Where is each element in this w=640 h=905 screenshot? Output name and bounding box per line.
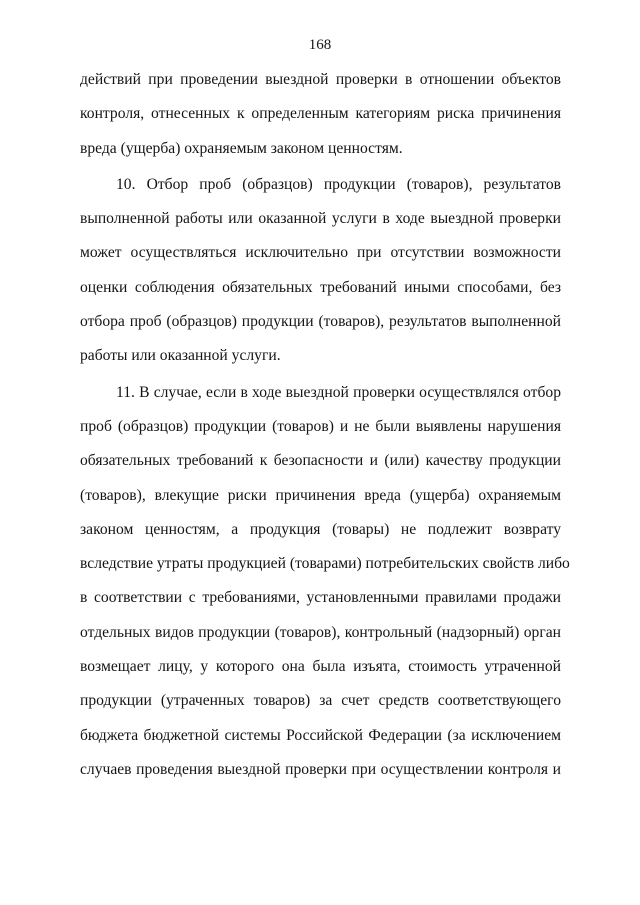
text-line: возмещает лицу, у которого она была изъята, стоимость утраченной (80, 658, 561, 676)
text-line: отдельных видов продукции (товаров), контрольный (надзорный) орган (80, 623, 561, 641)
text-line: вреда (ущерба) охраняемым законом ценностям. (80, 139, 403, 157)
text-line: 10. Отбор проб (образцов) продукции (товаров), результатов (116, 175, 561, 193)
text-line: работы или оказанной услуги. (80, 347, 281, 365)
text-line: законом ценностям, а продукция (товары) не подлежит возврату (80, 520, 561, 538)
text-line: бюджета бюджетной системы Российской Федерации (за исключением (80, 726, 561, 744)
text-line: проб (образцов) продукции (товаров) и не были выявлены нарушения (80, 417, 561, 435)
paragraph-item-11 (80, 376, 570, 788)
text-line: в соответствии с требованиями, установленными правилами продажи (80, 589, 561, 607)
page-number: 168 (308, 37, 332, 53)
text-line: 11. В случае, если в ходе выездной проверки осуществлялся отбор (116, 383, 561, 401)
text-line: действий при проведении выездной проверки в отношении объектов (80, 71, 561, 88)
text-line: обязательных требований к безопасности и (или) качеству продукции (80, 452, 561, 470)
text-line: выполненной работы или оказанной услуги в ходе выездной проверки (80, 210, 561, 228)
text-line: случаев проведения выездной проверки при осуществлении контроля и (80, 760, 561, 778)
text-line: продукции (утраченных товаров) за счет средств соответствующего (80, 692, 561, 710)
paragraph-continuation (80, 63, 561, 166)
text-line: вследствие утраты продукцией (товарами) потребительских свойств либо (80, 555, 570, 573)
text-line: контроля, отнесенных к определенным категориям риска причинения (80, 105, 561, 123)
body-text (80, 63, 570, 787)
text-line: может осуществляться исключительно при отсутствии возможности (80, 244, 561, 262)
paragraph-item-10 (80, 168, 561, 374)
text-line: оценки соблюдения обязательных требований иными способами, без (80, 278, 561, 296)
text-line: отбора проб (образцов) продукции (товаров), результатов выполненной (80, 313, 561, 331)
text-line: (товаров), влекущие риски причинения вреда (ущерба) охраняемым (80, 486, 561, 504)
